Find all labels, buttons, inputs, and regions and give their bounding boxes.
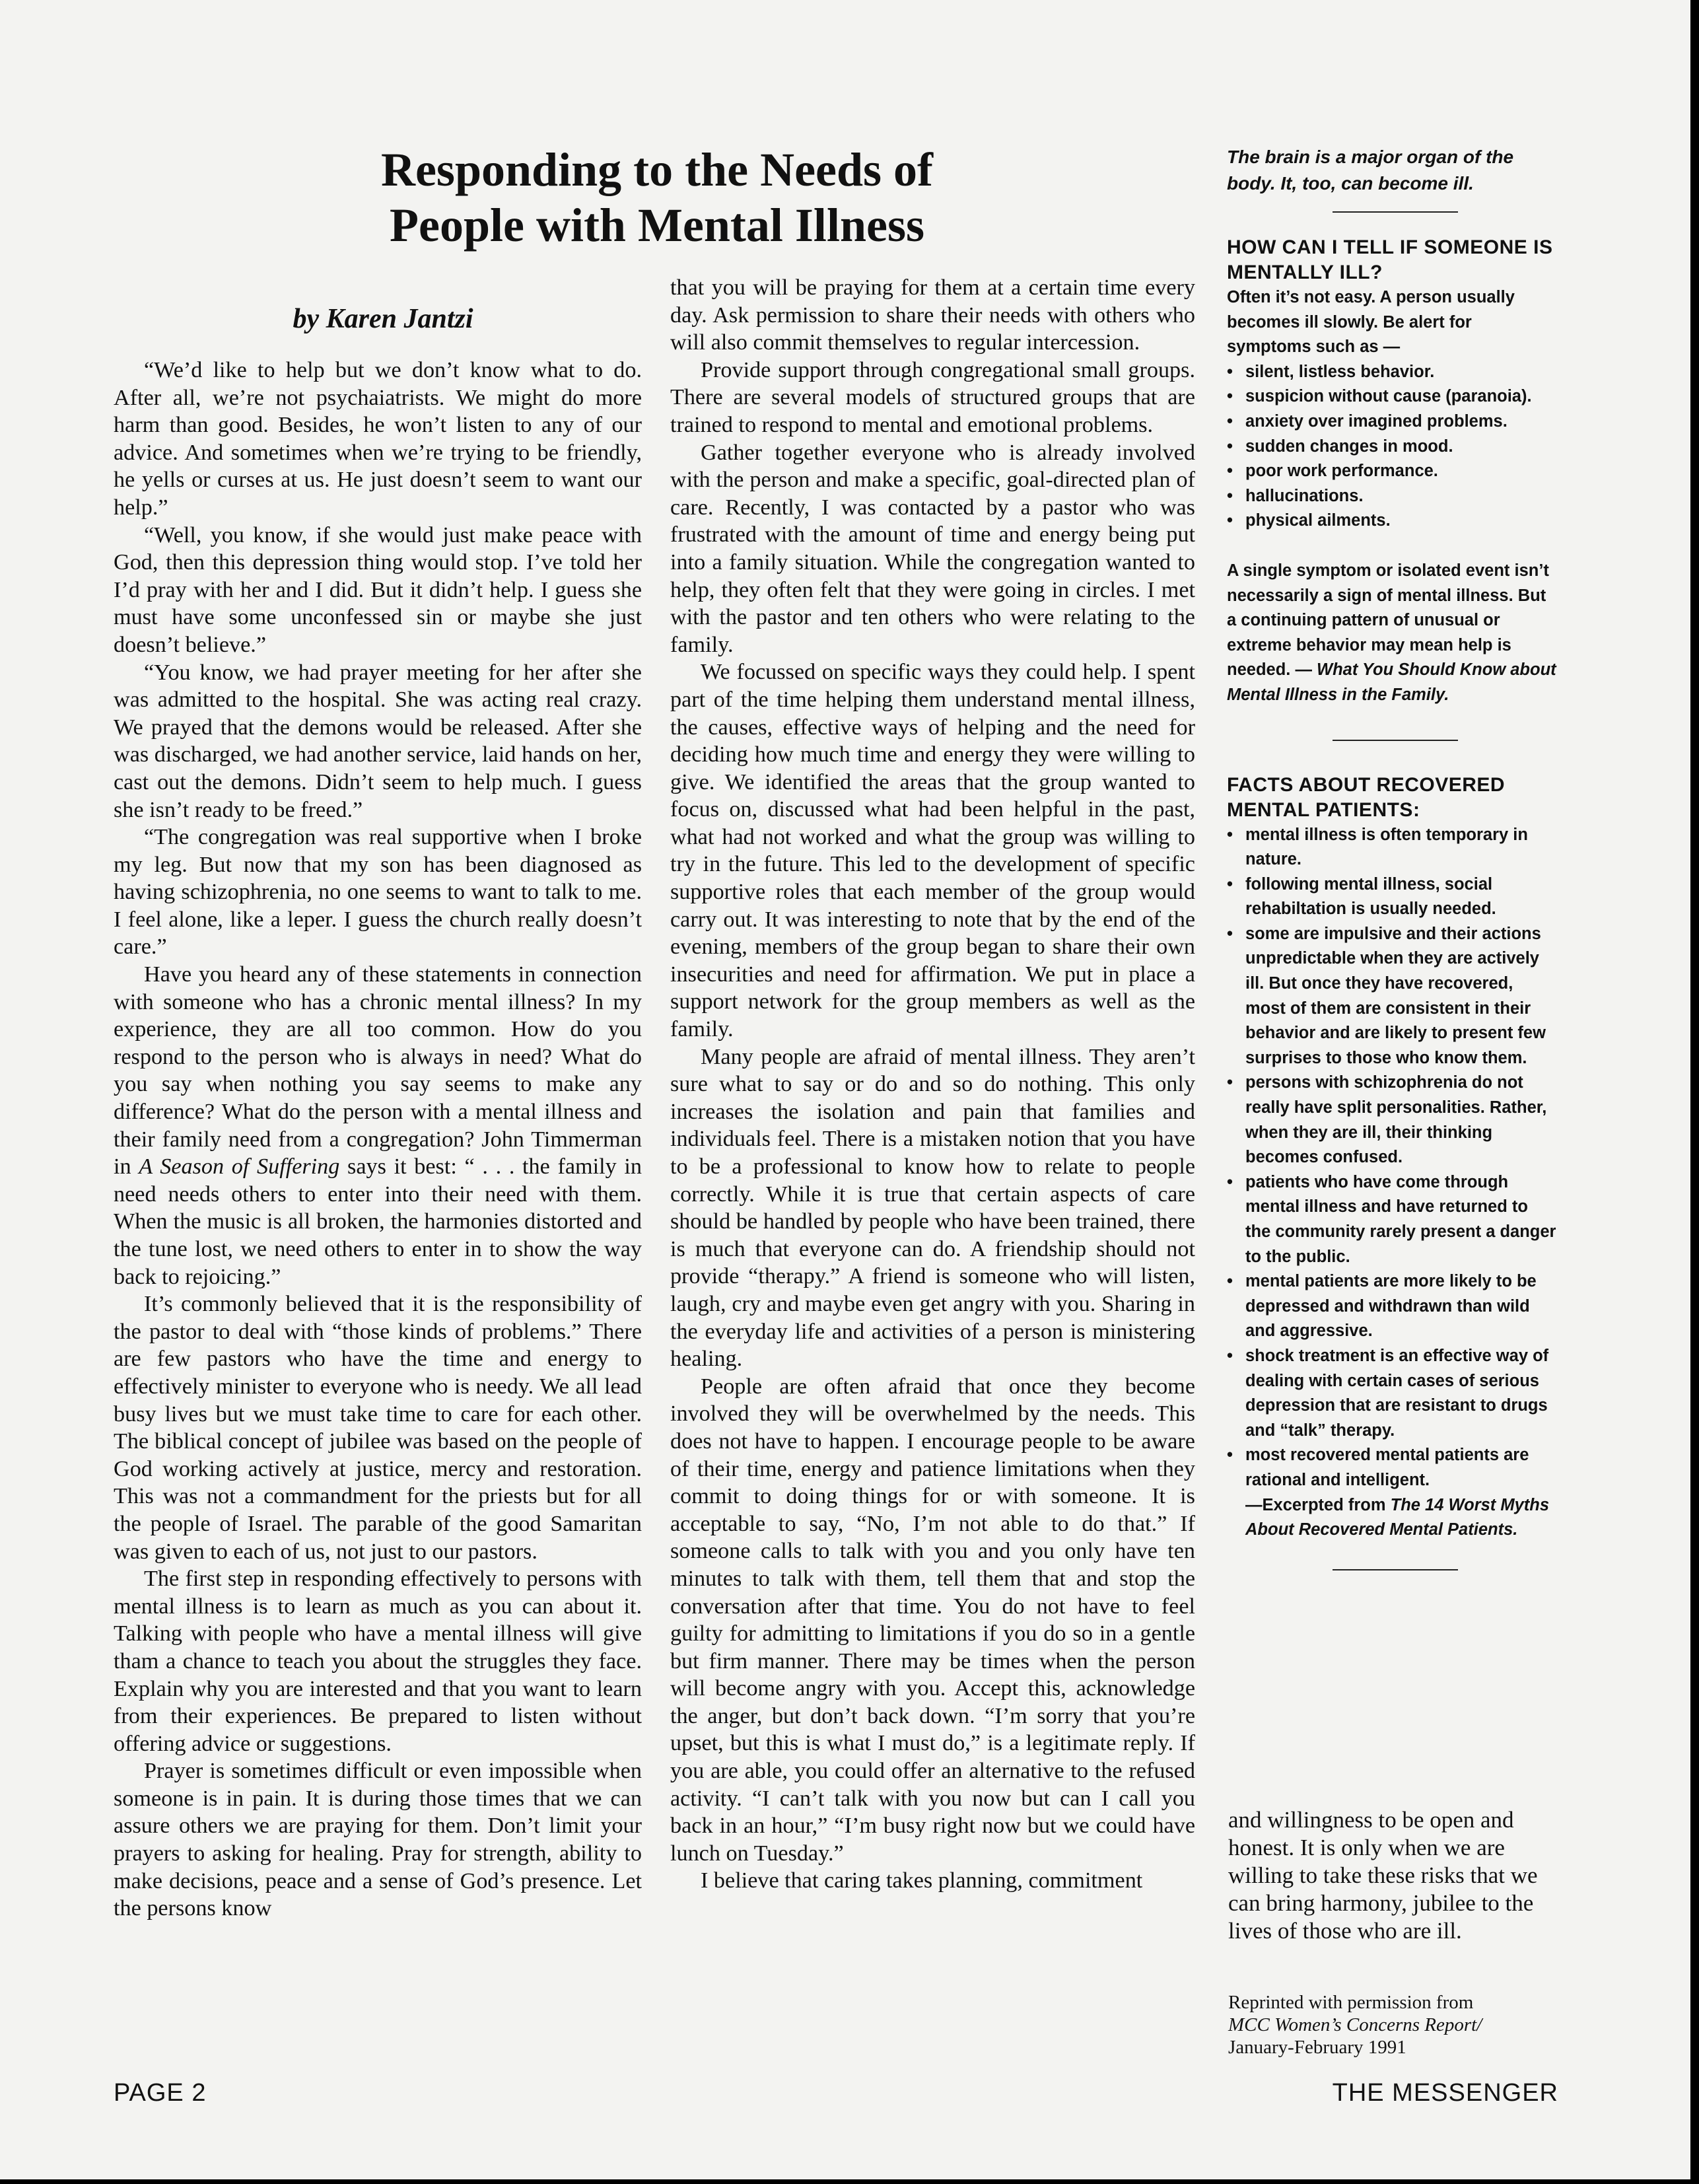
article-column-2 [670, 274, 1195, 1895]
article-column-3 [1228, 1806, 1558, 1945]
box2-heading: FACTS ABOUT RECOVERED MENTAL PATIENTS: [1227, 773, 1506, 821]
list-item: • some are impulsive and their actions unpredictable when they are actively ill. But once they have recovered, most of them are consistent in their behavior and are likely to present few surprises to those who know them. [1227, 924, 1546, 1067]
paragraph: I believe that caring takes planning, commitment [701, 1868, 1143, 1893]
sidebar-lead: The brain is a major organ of the body. It, too, can become ill. [1227, 147, 1514, 194]
box2-excerpt-source: The 14 Worst Myths About Recovered Mental Patients. [1245, 1495, 1550, 1539]
box2-excerpt: —Excerpted from The 14 Worst Myths About Recovered Mental Patients. [1245, 1495, 1550, 1539]
list-item: • silent, listless behavior. [1227, 362, 1435, 381]
paragraph: “You know, we had prayer meeting for her after she was admitted to the hospital. She was acting real crazy. We prayed that the demons would be released. After she was discharged, we had another service, laid hands on her, cast out the demons. Didn’t seem to help much. I guess she isn’t ready to be freed.” [114, 660, 642, 822]
box1-heading: HOW CAN I TELL IF SOMEONE IS MENTALLY ILL? [1227, 236, 1553, 283]
paragraph: “Well, you know, if she would just make peace with God, then this depression thing would stop. I’ve told her I’d pray with her and I did. But it didn’t help. I guess she must have some unconfessed sin or maybe she just doesn’t believe.” [114, 522, 642, 657]
list-item: • following mental illness, social rehabiltation is usually needed. [1227, 874, 1496, 919]
divider [1333, 1569, 1458, 1570]
divider [1333, 211, 1458, 213]
list-item: • mental patients are more likely to be depressed and withdrawn than wild and aggressive. [1227, 1272, 1537, 1341]
list-item: • persons with schizophrenia do not really have split personalities. Rather, when they are ill, their thinking becomes confused. [1227, 1073, 1547, 1167]
list-item: • poor work performance. [1227, 462, 1438, 481]
page-number: PAGE 2 [114, 2079, 207, 2107]
book-title: A Season of Suffering [139, 1154, 340, 1180]
credit-line: Reprinted with permission from [1228, 1992, 1474, 2013]
publication-name: THE MESSENGER [1332, 2079, 1558, 2107]
paragraph: that you will be praying for them at a certain time every day. Ask permission to share their needs with others who will also commit themselves to regular intercession. [670, 275, 1195, 355]
list-item: • anxiety over imagined problems. [1227, 411, 1508, 431]
title-line-2: People with Mental Illness [390, 199, 924, 252]
paragraph: The first step in responding effectively to persons with mental illness is to learn as much as you can about it. Talking with people who have a mental illness will give tham a chance to teach you about the struggles they face. Explain why you are interested and that you want to learn from their experiences. Be prepared to listen without offering advice or suggestions. [114, 1567, 642, 1756]
list-item: • patients who have come through mental illness and have returned to the community rarely present a danger to the public. [1227, 1172, 1556, 1266]
paragraph: Gather together everyone who is already involved with the person and make a specific, goal-directed plan of care. Recently, I was contacted by a pastor who was frustrated with the amount of time and energy being put into a family situation. While the congregation wanted to help, they often felt that they were going in circles. I met with the pastor and ten others who were relating to the family. [670, 440, 1195, 657]
list-item: • mental illness is often temporary in nature. [1227, 825, 1528, 869]
box1-note: A single symptom or isolated event isn’t necessarily a sign of mental illness. But a continuing pattern of unusual or extreme behavior may mean help is needed. — What You Should Know about Mental Illness in the Family. [1227, 561, 1556, 704]
list-item: • hallucinations. [1227, 486, 1364, 505]
credit-source: MCC Women’s Concerns Report/ [1228, 2014, 1482, 2035]
paragraph: We focussed on specific ways they could help. I spent part of the time helping them understand mental illness, the causes, effective ways of helping and the need for deciding how much time and energy they were willing to give. We identified the areas that the group wanted to focus on, discussed what had been helpful in the past, what had not worked and what the group was willing to try in the future. This led to the development of specific supportive roles that each member of the group would carry out. It was interesting to note that by the end of the evening, members of the group began to share their own insecurities and need for affirmation. We put in place a support network for the group members as well as the family. [670, 660, 1195, 1042]
scan-edge [1690, 0, 1699, 2184]
paragraph: “The congregation was real supportive when I broke my leg. But now that my son has been diagnosed as having schizophrenia, no one seems to want to talk to me. I feel alone, like a leper. I guess the church really doesn’t care.” [114, 825, 642, 960]
paragraph-text: says it best: “ . . . the family in need needs others to enter into their need with them. When the music is all broken, the harmonies distorted and the tune lost, we need others to enter in to show the way back to rejoicing.” [114, 1154, 642, 1289]
paragraph: and willingness to be open and honest. It is only when we are willing to take these risks that we can bring harmony, jubilee to the lives of those who are ill. [1228, 1807, 1538, 1944]
credit-date: January-February 1991 [1228, 2037, 1406, 2058]
paragraph: It’s commonly believed that it is the responsibility of the pastor to deal with “those kinds of problems.” There are few pastors who have the time and energy to effectively minister to everyone who is needy. We all lead busy lives but we must take time to care for each other. The biblical concept of jubilee was based on the people of God working actively at justice, mercy and restoration. This was not a commandment for the priests but for all the people of Israel. The parable of the good Samaritan was given to each of us, not just to our pastors. [114, 1292, 642, 1564]
box1-note-source: What You Should Know about Mental Illness in the Family. [1227, 660, 1556, 704]
paragraph: Many people are afraid of mental illness. They aren’t sure what to say or do and so do nothing. This only increases the isolation and pain that families and individuals feel. There is a mistaken notion that you have to be a professional to know how to relate to people correctly. While it is true that certain aspects of care should be handled by people who have been trained, there is much that everyone can do. A friendship should not provide “therapy.” A friend is someone who will listen, laugh, cry and maybe even get angry with you. Sharing in the everyday life and activities of a person is ministering healing. [670, 1044, 1195, 1372]
paragraph: People are often afraid that once they become involved they will be overwhelmed by the needs. This does not have to happen. I encourage people to be aware of their time, energy and patience limitations when they commit to doing things for or with someone. It is acceptable to say, “No, I’m not able to do that.” If someone calls to talk with you and you only have ten minutes to talk with them, tell them that and stop the conversation after that time. You do not have to feel guilty for admitting to limitations if you do so in a gentle but firm manner. There may be times when the person will become angry with you. Accept this, acknowledge the anger, but don’t back down. “I’m sorry that you’re upset, but this is what I must do,” is a legitimate reply. If you are able, you could offer an alternative to the refused activity. “I can’t talk with you now but can I call you back in an hour,” “I’m busy right now but we could have lunch on Tuesday.” [670, 1374, 1195, 1866]
facts-list [1227, 823, 1557, 1493]
title-line-1: Responding to the Needs of [380, 143, 934, 196]
list-item: • physical ailments. [1227, 511, 1391, 530]
article-title [251, 142, 1063, 253]
list-item: • most recovered mental patients are rational and intelligent. [1227, 1446, 1529, 1489]
paragraph: Provide support through congregational small groups. There are several models of structured groups that are trained to respond to mental and emotional problems. [670, 357, 1195, 437]
article-column-1 [114, 357, 642, 1922]
reprint-credit [1228, 1991, 1558, 2059]
byline: by Karen Jantzi [293, 304, 473, 334]
list-item: • shock treatment is an effective way of dealing with certain cases of serious depression that are resistant to drugs and “talk” therapy. [1227, 1346, 1549, 1440]
paragraph [114, 961, 642, 1290]
divider [1333, 740, 1458, 741]
paragraph: “We’d like to help but we don’t know what to do. After all, we’re not psychaiatrists. We might do more harm than good. Besides, he won’t listen to any of our advice. And sometimes when we’re trying to be friendly, he yells or curses at us. He just doesn’t seem to want our help.” [114, 358, 642, 520]
box1-intro: Often it’s not easy. A person usually becomes ill slowly. Be alert for symptoms such as — [1227, 288, 1515, 357]
symptom-list [1227, 360, 1557, 534]
list-item: • suspicion without cause (paranoia). [1227, 387, 1532, 406]
paragraph-text: Have you heard any of these statements in connection with someone who has a chronic mental illness? In my experience, they are all too common. How do you respond to the person who is always in need? What do you say when nothing you say seems to make any difference? What do the person with a mental illness and their family need from a congregation? John Timmerman in [114, 962, 642, 1180]
list-item: • sudden changes in mood. [1227, 437, 1453, 456]
sidebar [1227, 144, 1557, 1570]
paragraph: Prayer is sometimes difficult or even impossible when someone is in pain. It is during those times that we can assure others we are praying for them. Don’t limit your prayers to asking for healing. Pray for strength, ability to make decisions, peace and a sense of God’s presence. Let the persons know [114, 1759, 642, 1921]
